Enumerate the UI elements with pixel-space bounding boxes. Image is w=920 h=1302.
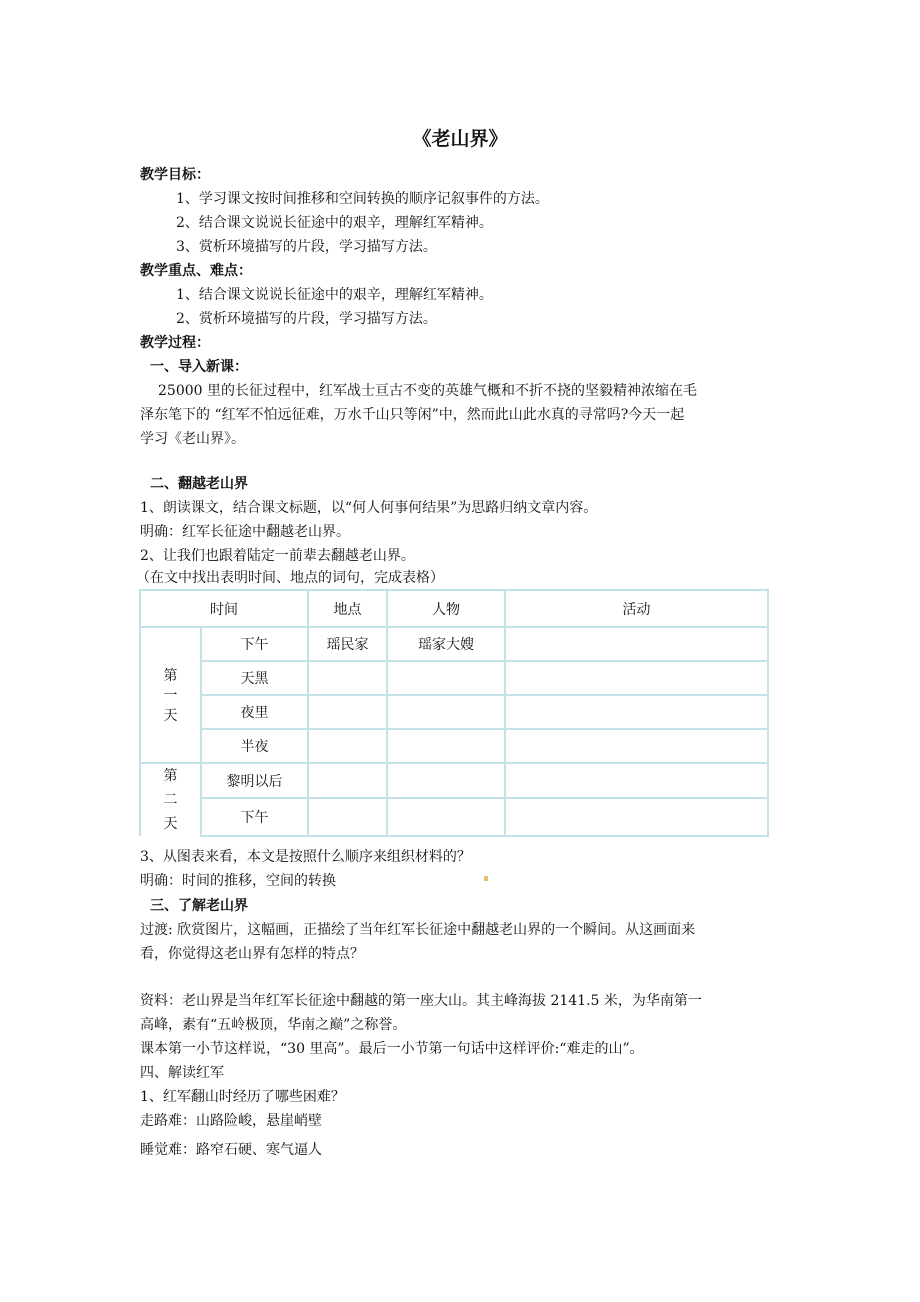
section3-heading: 三、了解老山界 — [150, 898, 248, 914]
section1-line: 25000 里的长征过程中，红军战士亘古不变的英雄气概和不折不挠的坚毅精神浓缩在毛 — [158, 383, 697, 399]
activity-cell — [505, 695, 768, 729]
section3-line: 资料：老山界是当年红军长征途中翻越的第一座大山。其主峰海拔 2141.5 米，为华南第一 — [140, 993, 702, 1009]
day-one-cell — [140, 627, 201, 763]
activity-cell — [505, 627, 768, 661]
day-two-char: 第 — [163, 768, 178, 784]
process-heading: 教学过程： — [140, 335, 210, 351]
person-cell — [387, 763, 505, 798]
day-two-cell — [140, 763, 201, 836]
section4-line: 睡觉难：路窄石硬、寒气逼人 — [140, 1142, 322, 1158]
section3-line: 过渡: 欣赏图片，这幅画，正描绘了当年红军长征途中翻越老山界的一个瞬间。从这画面来 — [140, 922, 696, 938]
section2-line: 1、朗读课文，结合课文标题，以“何人何事何结果”为思路归纳文章内容。 — [140, 500, 598, 516]
activity-cell — [505, 729, 768, 763]
objective-item: 1、学习课文按时间推移和空间转换的顺序记叙事件的方法。 — [176, 191, 549, 207]
table-row — [140, 763, 768, 798]
person-cell — [387, 798, 505, 836]
section2-line: 2、让我们也跟着陆定一前辈去翻越老山界。 — [140, 548, 415, 564]
section1-line: 泽东笔下的 “红军不怕远征难，万水千山只等闲”中，然而此山此水真的寻常吗?今天一起 — [140, 407, 685, 423]
table-row — [140, 729, 768, 763]
time-cell: 天黑 — [201, 661, 308, 695]
table-header-row — [140, 590, 768, 627]
section1-heading: 一、导入新课： — [150, 359, 248, 375]
header-cell-person: 人物 — [387, 590, 505, 627]
key-point-item: 1、结合课文说说长征途中的艰辛，理解红军精神。 — [176, 287, 493, 303]
day-one-char: 一 — [163, 688, 178, 704]
person-cell: 瑶家大嫂 — [387, 627, 505, 661]
section2-heading: 二、翻越老山界 — [150, 476, 248, 492]
person-cell — [387, 661, 505, 695]
day-one-char: 天 — [163, 708, 178, 724]
time-cell: 黎明以后 — [201, 763, 308, 798]
table-row — [140, 798, 768, 836]
time-cell: 夜里 — [201, 695, 308, 729]
section4-heading: 四、解读红军 — [140, 1065, 224, 1081]
objective-item: 2、结合课文说说长征途中的艰辛，理解红军精神。 — [176, 215, 493, 231]
person-cell — [387, 729, 505, 763]
section3-line: 高峰，素有“五岭极顶，华南之巅”之称誉。 — [140, 1017, 407, 1033]
section2-after-line: 3、从图表来看，本文是按照什么顺序来组织材料的？ — [140, 849, 471, 865]
activity-cell — [505, 798, 768, 836]
place-cell — [308, 798, 387, 836]
timeline-table — [139, 589, 769, 837]
header-cell-place: 地点 — [308, 590, 387, 627]
person-cell — [387, 695, 505, 729]
time-cell: 下午 — [201, 627, 308, 661]
text-marker — [484, 876, 488, 881]
place-cell — [308, 661, 387, 695]
key-point-item: 2、赏析环境描写的片段，学习描写方法。 — [176, 311, 437, 327]
section3-line: 课本第一小节这样说，“30 里高”。最后一小节第一句话中这样评价:“难走的山”。 — [140, 1041, 644, 1057]
objective-item: 3、赏析环境描写的片段，学习描写方法。 — [176, 239, 437, 255]
objectives-heading: 教学目标： — [140, 167, 210, 183]
section2-line: 明确：红军长征途中翻越老山界。 — [140, 524, 350, 540]
section3-line: 看，你觉得这老山界有怎样的特点？ — [140, 946, 364, 962]
header-cell-time: 时间 — [140, 590, 308, 627]
time-cell: 下午 — [201, 798, 308, 836]
day-one-char: 第 — [163, 668, 178, 684]
section2-after-line: 明确：时间的推移，空间的转换 — [140, 873, 336, 889]
section4-line: 走路难：山路险峻，悬崖峭壁 — [140, 1113, 322, 1129]
key-points-heading: 教学重点、难点： — [140, 263, 252, 279]
document-title: 《老山界》 — [412, 128, 508, 150]
place-cell — [308, 763, 387, 798]
table-row — [140, 661, 768, 695]
day-two-char: 二 — [163, 792, 178, 808]
section2-line: （在文中找出表明时间、地点的词句，完成表格） — [136, 570, 444, 586]
place-cell — [308, 729, 387, 763]
place-cell: 瑶民家 — [308, 627, 387, 661]
time-cell: 半夜 — [201, 729, 308, 763]
place-cell — [308, 695, 387, 729]
table-row — [140, 695, 768, 729]
header-cell-activity: 活动 — [505, 590, 768, 627]
day-two-char: 天 — [163, 816, 178, 832]
table-row — [140, 627, 768, 661]
activity-cell — [505, 661, 768, 695]
section1-line: 学习《老山界》。 — [140, 431, 245, 447]
section4-line: 1、红军翻山时经历了哪些困难？ — [140, 1089, 345, 1105]
activity-cell — [505, 763, 768, 798]
